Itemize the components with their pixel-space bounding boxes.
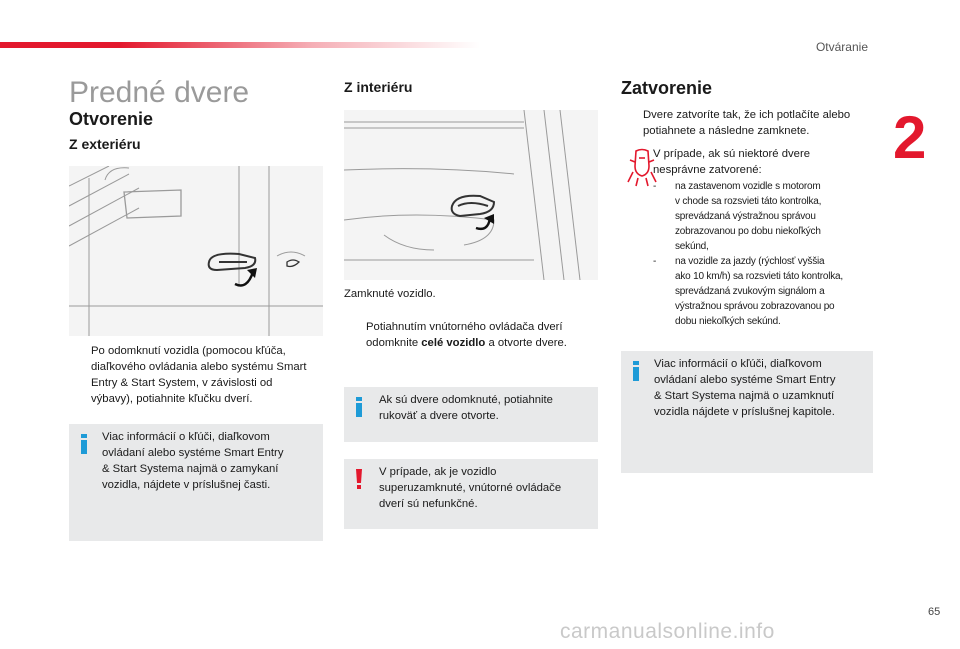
info-box-close	[621, 351, 873, 473]
interior-instruction	[344, 319, 598, 351]
alert-line: na vozidle za jazdy (rýchlosť vyššia	[675, 256, 825, 267]
info-icon	[632, 361, 640, 381]
page-number: 65	[928, 606, 941, 618]
info-box-exterior	[69, 424, 323, 541]
heading-close: Zatvorenie	[621, 78, 713, 98]
alert-line: ako 10 km/h) sa rozsvieti táto kontrolka,	[675, 271, 843, 282]
dash: -	[653, 256, 657, 267]
subheading-exterior: Z exteriéru	[69, 136, 141, 152]
alert-line: na zastavenom vozidle s motorom	[675, 181, 821, 192]
bold-text: celé vozidlo	[421, 337, 486, 349]
warning-icon	[355, 469, 363, 489]
info-line: Viac informácií o kľúči, diaľkovom	[654, 358, 822, 370]
dash: -	[653, 181, 657, 192]
heading-open: Otvorenie	[69, 109, 154, 129]
info-line: Viac informácií o kľúči, diaľkovom	[102, 431, 270, 443]
exterior-instruction	[69, 343, 323, 407]
alert-intro-line: nesprávne zatvorené:	[653, 164, 762, 176]
watermark: carmanualsonline.info	[560, 620, 775, 643]
bullet-line: diaľkového ovládania alebo systému Smart	[91, 361, 307, 373]
info-line: vozidla nájdete v príslušnej kapitole.	[654, 406, 835, 418]
info-line: ovládaní alebo systéme Smart Entry	[654, 374, 836, 386]
bullet-line: Po odomknutí vozidla (pomocou kľúča,	[91, 345, 286, 357]
info-line: & Start Systema najmä o zamykaní	[102, 463, 279, 475]
warning-line: superuzamknuté, vnútorné ovládače	[379, 482, 562, 494]
info-icon	[80, 434, 88, 454]
chapter-number: 2	[893, 104, 927, 171]
info-line: ovládaní alebo systéme Smart Entry	[102, 447, 284, 459]
page-title: Predné dvere	[69, 76, 250, 109]
exterior-handle-illustration	[69, 166, 323, 336]
alert-item-stationary	[653, 179, 878, 254]
bullet-line	[366, 335, 567, 351]
bullet-line: Potiahnutím vnútorného ovládača dverí	[366, 321, 563, 333]
bullet-line: výbavy), potiahnite kľučku dverí.	[91, 393, 253, 405]
warning-box-superlock	[344, 459, 598, 529]
alert-line: v chode sa rozsvieti táto kontrolka,	[675, 196, 822, 207]
interior-handle-illustration	[344, 110, 598, 280]
info-line: & Start Systema najmä o uzamknutí	[654, 390, 835, 402]
bullet-line: potiahnete a následne zamknete.	[643, 125, 810, 137]
info-line: vozidla, nájdete v príslušnej časti.	[102, 479, 271, 491]
info-line: Ak sú dvere odomknuté, potiahnite	[379, 394, 553, 406]
alert-line: sprevádzaná výstražnou správou	[675, 211, 816, 222]
alert-line: výstražnou správou zobrazovanou po	[675, 301, 835, 312]
info-icon	[355, 397, 363, 417]
alert-line: sekúnd,	[675, 241, 709, 252]
section-label: Otváranie	[815, 40, 868, 54]
alert-line: sprevádzaná zvukovým signálom a	[675, 286, 825, 297]
info-line: rukoväť a dvere otvorte.	[379, 410, 499, 422]
alert-intro	[653, 146, 875, 178]
warning-line: V prípade, ak je vozidlo	[379, 466, 497, 478]
warning-line: dverí sú nefunkčné.	[379, 498, 478, 510]
bullet-text: a otvorte dvere.	[485, 337, 567, 349]
header-accent-bar	[0, 42, 480, 48]
close-instruction	[621, 107, 875, 139]
subheading-interior: Z interiéru	[344, 79, 413, 95]
alert-item-driving	[653, 254, 878, 329]
bullet-line: Entry & Start System, v závislosti od	[91, 377, 273, 389]
alert-intro-line: V prípade, ak sú niektoré dvere	[653, 148, 810, 160]
alert-line: dobu niekoľkých sekúnd.	[675, 316, 781, 327]
caption-locked-vehicle: Zamknuté vozidlo.	[344, 288, 436, 300]
alert-line: zobrazovanou po dobu niekoľkých	[675, 226, 821, 237]
door-open-alert	[621, 140, 875, 340]
bullet-text: odomknite	[366, 337, 422, 349]
bullet-line: Dvere zatvoríte tak, že ich potlačíte alebo	[643, 109, 851, 121]
info-box-interior	[344, 387, 598, 442]
